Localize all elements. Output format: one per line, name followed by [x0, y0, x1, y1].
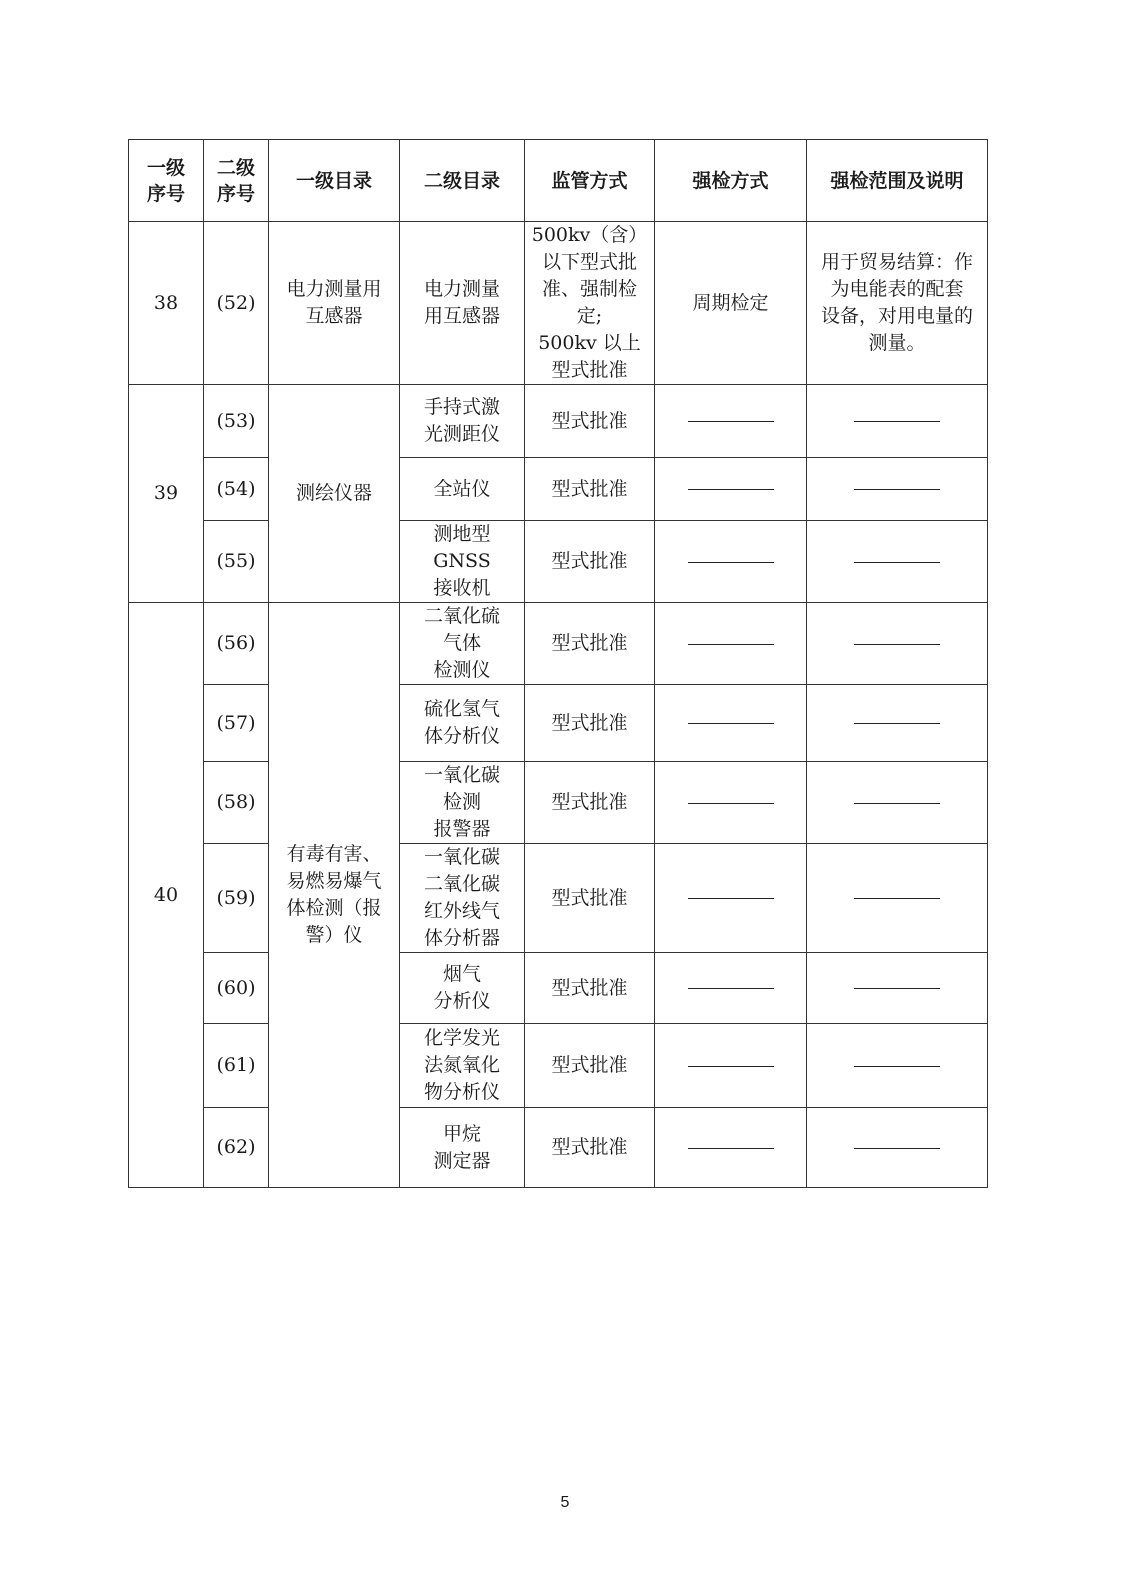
level2-item-line: 一氧化碳 [423, 764, 500, 786]
regulation-method [525, 222, 655, 385]
page-number: 5 [560, 1494, 570, 1511]
level2-item [400, 953, 525, 1024]
inspection-method [655, 762, 807, 844]
level1-no: 38 [129, 222, 204, 385]
level2-no: (54) [204, 458, 269, 521]
empty-dash [688, 803, 774, 804]
header-row [129, 140, 988, 222]
regulation-method-line: 定; [576, 305, 603, 327]
level2-item-line: 烟气 [442, 963, 481, 985]
header-text: 序号 [216, 182, 255, 205]
level1-category-line: 警）仪 [305, 924, 363, 946]
inspection-scope-line: 测量。 [868, 332, 926, 354]
level2-item-line: 体分析仪 [423, 725, 500, 747]
regulation-method [525, 603, 655, 685]
level2-item-line: 用互感器 [423, 305, 500, 327]
empty-dash [854, 489, 940, 490]
level1-category-line: 测绘仪器 [295, 482, 372, 504]
header-inspection [655, 140, 807, 222]
level2-item-line: 检测 [442, 791, 481, 813]
level2-item [400, 685, 525, 762]
inspection-method [655, 385, 807, 458]
level2-item [400, 844, 525, 953]
inspection-method: 周期检定 [655, 222, 807, 385]
level2-no: (58) [204, 762, 269, 844]
level2-item-line: 化学发光 [423, 1027, 500, 1049]
regulation-method-line: 型式批准 [551, 1136, 628, 1158]
level2-item-line: 电力测量 [423, 278, 500, 300]
header-text: 一级目录 [295, 169, 372, 192]
header-text: 监管方式 [551, 169, 628, 192]
level2-item [400, 762, 525, 844]
level2-item [400, 385, 525, 458]
header-text: 一级 [146, 156, 185, 179]
regulation-method-line: 500kv 以上 [538, 332, 641, 354]
inspection-scope [807, 762, 988, 844]
empty-dash [688, 1148, 774, 1149]
catalog-table [128, 139, 988, 1188]
empty-dash [854, 898, 940, 899]
level2-no: (61) [204, 1024, 269, 1108]
inspection-scope [807, 844, 988, 953]
empty-dash [854, 562, 940, 563]
empty-dash [688, 1066, 774, 1067]
inspection-scope-line: 设备，对用电量的 [820, 305, 973, 327]
inspection-method [655, 1024, 807, 1108]
inspection-scope [807, 1108, 988, 1188]
empty-dash [688, 421, 774, 422]
header-level1-no [129, 140, 204, 222]
inspection-scope-line: 用于贸易结算：作 [820, 251, 973, 273]
inspection-method [655, 521, 807, 603]
level2-no: (62) [204, 1108, 269, 1188]
inspection-scope [807, 685, 988, 762]
table-row [129, 762, 988, 844]
table-row [129, 222, 988, 385]
level2-item-line: 二氧化碳 [423, 873, 500, 895]
level2-item [400, 1024, 525, 1108]
regulation-method-line: 型式批准 [551, 791, 628, 813]
regulation-method-line: 型式批准 [551, 359, 628, 381]
level2-item-line: 检测仪 [433, 659, 491, 681]
inspection-scope [807, 521, 988, 603]
level1-category [269, 385, 400, 603]
level2-item [400, 521, 525, 603]
regulation-method-line: 型式批准 [551, 550, 628, 572]
empty-dash [854, 644, 940, 645]
regulation-method [525, 521, 655, 603]
regulation-method-line: 型式批准 [551, 1054, 628, 1076]
level2-item [400, 1108, 525, 1188]
header-text: 强检范围及说明 [830, 169, 964, 192]
level2-item-line: 光测距仪 [423, 423, 500, 445]
regulation-method-line: 500kv（含） [531, 224, 648, 246]
regulation-method-line: 以下型式批 [541, 251, 637, 273]
level2-item [400, 603, 525, 685]
empty-dash [688, 562, 774, 563]
table-row [129, 1024, 988, 1108]
level2-item-line: 体分析器 [423, 927, 500, 949]
level2-item-line: 接收机 [433, 577, 491, 599]
empty-dash [688, 988, 774, 989]
empty-dash [688, 723, 774, 724]
level2-item-line: GNSS [433, 550, 491, 572]
regulation-method-line: 型式批准 [551, 886, 628, 909]
empty-dash [688, 898, 774, 899]
regulation-method [525, 458, 655, 521]
level2-item-line: 测地型 [433, 523, 491, 545]
level2-item [400, 458, 525, 521]
regulation-method [525, 385, 655, 458]
level1-category-line: 互感器 [305, 305, 363, 327]
level2-item-line: 报警器 [433, 818, 491, 840]
table-row [129, 1108, 988, 1188]
inspection-method [655, 1108, 807, 1188]
regulation-method [525, 953, 655, 1024]
level2-no: (53) [204, 385, 269, 458]
level1-category-line: 电力测量用 [286, 278, 382, 300]
level2-no: (56) [204, 603, 269, 685]
inspection-scope [807, 603, 988, 685]
table-row [129, 844, 988, 953]
level2-no: (59) [204, 844, 269, 953]
inspection-scope [807, 385, 988, 458]
inspection-method [655, 953, 807, 1024]
level2-item-line: 全站仪 [433, 477, 491, 500]
empty-dash [688, 489, 774, 490]
level2-item [400, 222, 525, 385]
level1-no: 40 [129, 603, 204, 1188]
level2-item-line: 气体 [442, 632, 481, 654]
level2-no: (55) [204, 521, 269, 603]
regulation-method-line: 型式批准 [551, 976, 628, 999]
regulation-method [525, 1108, 655, 1188]
empty-dash [854, 803, 940, 804]
level2-item-line: 红外线气 [423, 900, 500, 922]
regulation-method-line: 型式批准 [551, 632, 628, 654]
level2-item-line: 测定器 [433, 1149, 491, 1172]
header-regulation [525, 140, 655, 222]
level1-category-line: 体检测（报 [286, 897, 382, 919]
empty-dash [854, 988, 940, 989]
table-row [129, 953, 988, 1024]
regulation-method-line: 型式批准 [551, 711, 628, 734]
regulation-method [525, 844, 655, 953]
level2-item-line: 分析仪 [433, 990, 491, 1012]
level2-item-line: 手持式激 [423, 396, 500, 418]
inspection-scope-line: 为电能表的配套 [830, 278, 964, 300]
empty-dash [688, 644, 774, 645]
header-text: 二级目录 [423, 169, 500, 192]
regulation-method [525, 1024, 655, 1108]
inspection-method [655, 844, 807, 953]
regulation-method-line: 型式批准 [551, 409, 628, 432]
empty-dash [854, 421, 940, 422]
level2-item-line: 物分析仪 [423, 1081, 500, 1103]
level1-category-line: 易燃易爆气 [286, 870, 382, 892]
level1-no: 39 [129, 385, 204, 603]
header-level2-no [204, 140, 269, 222]
regulation-method [525, 685, 655, 762]
level1-category [269, 222, 400, 385]
header-text: 序号 [146, 182, 185, 205]
table-row [129, 458, 988, 521]
header-level2-category [400, 140, 525, 222]
regulation-method [525, 762, 655, 844]
level2-item-line: 一氧化碳 [423, 846, 500, 868]
inspection-method [655, 685, 807, 762]
level1-category-line: 有毒有害、 [286, 843, 382, 865]
inspection-scope [807, 458, 988, 521]
inspection-method [655, 603, 807, 685]
empty-dash [854, 723, 940, 724]
level2-item-line: 硫化氢气 [423, 698, 500, 720]
table-row [129, 685, 988, 762]
inspection-scope [807, 222, 988, 385]
empty-dash [854, 1148, 940, 1149]
header-scope [807, 140, 988, 222]
level2-item-line: 法氮氧化 [423, 1054, 500, 1076]
table-row [129, 385, 988, 458]
empty-dash [854, 1066, 940, 1067]
level2-item-line: 甲烷 [442, 1122, 481, 1145]
level2-item-line: 二氧化硫 [423, 605, 500, 627]
inspection-scope [807, 1024, 988, 1108]
level2-no: (60) [204, 953, 269, 1024]
header-level1-category [269, 140, 400, 222]
inspection-method [655, 458, 807, 521]
regulation-method-line: 型式批准 [551, 477, 628, 500]
regulation-method-line: 准、强制检 [541, 278, 637, 300]
table-row [129, 603, 988, 685]
inspection-scope [807, 953, 988, 1024]
level2-no: (52) [204, 222, 269, 385]
header-text: 强检方式 [692, 169, 769, 192]
table-row [129, 521, 988, 603]
level2-no: (57) [204, 685, 269, 762]
header-text: 二级 [216, 156, 255, 179]
level1-category [269, 603, 400, 1188]
